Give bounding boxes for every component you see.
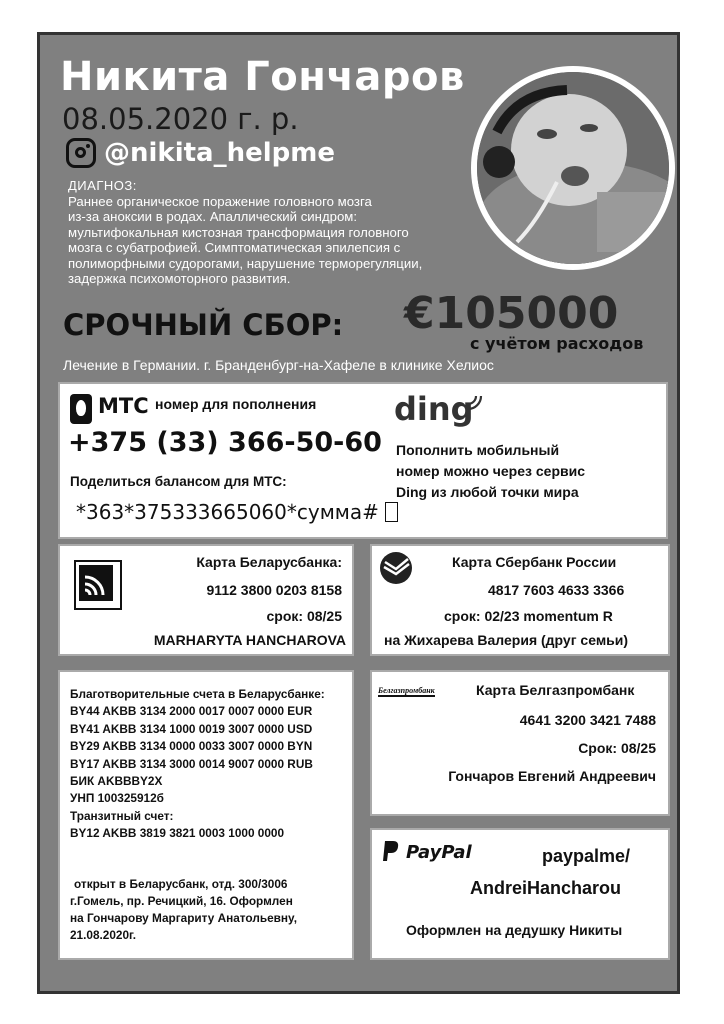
belarusbank-holder: MARHARYTA HANCHAROVA bbox=[153, 632, 346, 648]
sberbank-card-box bbox=[370, 544, 670, 656]
belarusbank-title: Карта Беларусбанка: bbox=[196, 554, 342, 570]
charity-note-line: 21.08.2020г. bbox=[70, 928, 137, 942]
child-photo bbox=[477, 72, 669, 264]
diagnosis-text bbox=[68, 194, 488, 286]
charity-line: BY41 AKBB 3134 1000 0019 3007 0000 USD bbox=[70, 721, 313, 736]
diagnosis-line: Раннее органическое поражение головного мозга bbox=[68, 194, 372, 209]
ding-line: Пополнить мобильный bbox=[396, 442, 560, 458]
ding-line: Ding из любой точки мира bbox=[396, 484, 579, 500]
diagnosis-line: задержка психомоторного развития. bbox=[68, 271, 291, 287]
ding-line: номер можно через сервис bbox=[396, 463, 585, 479]
mts-ussd-code: *363*375333665060*сумма# bbox=[76, 500, 379, 524]
diagnosis-line: мозга с субатрофией. Симптоматическая эпилепсия с bbox=[68, 240, 401, 256]
sberbank-title: Карта Сбербанк России bbox=[452, 554, 617, 570]
charity-line: Транзитный счет: bbox=[70, 808, 174, 823]
instagram-handle: @nikita_helpme bbox=[104, 138, 335, 168]
mts-logo-icon bbox=[70, 394, 92, 424]
diagnosis-line: из-за аноксии в родах. Апаллический синдром: bbox=[68, 209, 358, 225]
mts-brand: МТС bbox=[98, 394, 149, 418]
amount-note: с учётом расходов bbox=[470, 334, 644, 353]
charity-accounts-list bbox=[70, 686, 325, 843]
charity-line: BY17 AKBB 3134 3000 0014 9007 0000 RUB bbox=[70, 756, 313, 771]
paypal-link-line1: paypalme/ bbox=[542, 846, 631, 866]
fundraiser-amount: €105000 bbox=[404, 288, 619, 339]
call-symbol-icon bbox=[385, 502, 398, 522]
diagnosis-title: ДИАГНОЗ: bbox=[68, 178, 137, 193]
ding-signal-icon bbox=[464, 390, 486, 412]
sberbank-holder: на Жихарева Валерия (друг семьи) bbox=[384, 632, 629, 648]
belgazprombank-logo: Белгазпромбанк bbox=[378, 686, 435, 695]
belgazprombank-holder: Гончаров Евгений Андреевич bbox=[448, 768, 656, 784]
charity-line: BY12 AKBB 3819 3821 0003 1000 0000 bbox=[70, 826, 285, 841]
charity-note bbox=[70, 876, 297, 944]
belarusbank-card-number: 9112 3800 0203 8158 bbox=[206, 582, 342, 598]
paypal-note: Оформлен на дедушку Никиты bbox=[406, 922, 623, 938]
charity-note-line: открыт в Беларусбанк, отд. 300/3006 bbox=[74, 877, 288, 891]
belarusbank-logo-icon bbox=[74, 560, 122, 610]
mts-ussd-row bbox=[76, 500, 398, 524]
ding-logo: ding bbox=[394, 390, 474, 428]
charity-line: BY44 AKBB 3134 2000 0017 0007 0000 EUR bbox=[70, 704, 313, 719]
instagram-icon bbox=[66, 138, 96, 168]
charity-accounts-box bbox=[58, 670, 354, 960]
charity-note-line: на Гончарову Маргариту Анатольевну, bbox=[70, 911, 297, 925]
belarusbank-card-box bbox=[58, 544, 354, 656]
instagram-row bbox=[66, 138, 335, 168]
paypal-logo: PayPal bbox=[406, 842, 472, 863]
belgazprombank-card-number: 4641 3200 3421 7488 bbox=[519, 712, 656, 728]
belgazprombank-title: Карта Белгазпромбанк bbox=[476, 682, 635, 698]
mts-caption: номер для пополнения bbox=[155, 396, 317, 412]
charity-note-line: г.Гомель, пр. Речицкий, 16. Оформлен bbox=[70, 894, 293, 908]
diagnosis-line: полиморфными судорогами, нарушение терморегуляции, bbox=[68, 255, 423, 271]
diagnosis-line: мультифокальная кистозная трансформация головного bbox=[68, 224, 409, 240]
mts-phone: +375 (33) 366-50-60 bbox=[68, 427, 382, 458]
charity-line: УНП 100325912б bbox=[70, 791, 164, 806]
paypal-box bbox=[370, 828, 670, 960]
paypal-link-line2: AndreiHancharou bbox=[470, 878, 622, 898]
urgent-fundraiser-label: СРОЧНЫЙ СБОР: bbox=[63, 308, 344, 342]
belarusbank-expiry: срок: 08/25 bbox=[266, 608, 342, 624]
sberbank-expiry: срок: 02/23 momentum R bbox=[444, 608, 613, 624]
sberbank-card-number: 4817 7603 4633 3366 bbox=[488, 582, 625, 598]
child-name: Никита Гончаров bbox=[60, 54, 465, 100]
charity-line: Благотворительные счета в Беларусбанке: bbox=[70, 687, 325, 701]
mts-share-label: Поделиться балансом для МТС: bbox=[70, 474, 287, 489]
charity-line: BY29 AKBB 3134 0000 0033 3007 0000 BYN bbox=[70, 739, 313, 754]
paypal-icon bbox=[382, 840, 400, 862]
birth-date: 08.05.2020 г. р. bbox=[62, 102, 299, 136]
belgazprombank-expiry: Срок: 08/25 bbox=[578, 740, 656, 756]
mts-box bbox=[58, 382, 668, 539]
treatment-location: Лечение в Германии. г. Бранденбург-на-Хафеле в клинике Хелиос bbox=[63, 357, 494, 373]
sberbank-logo-icon bbox=[378, 550, 414, 586]
ding-description bbox=[396, 440, 585, 503]
belgazprombank-card-box bbox=[370, 670, 670, 816]
charity-line: БИК AKBBBY2X bbox=[70, 774, 163, 789]
